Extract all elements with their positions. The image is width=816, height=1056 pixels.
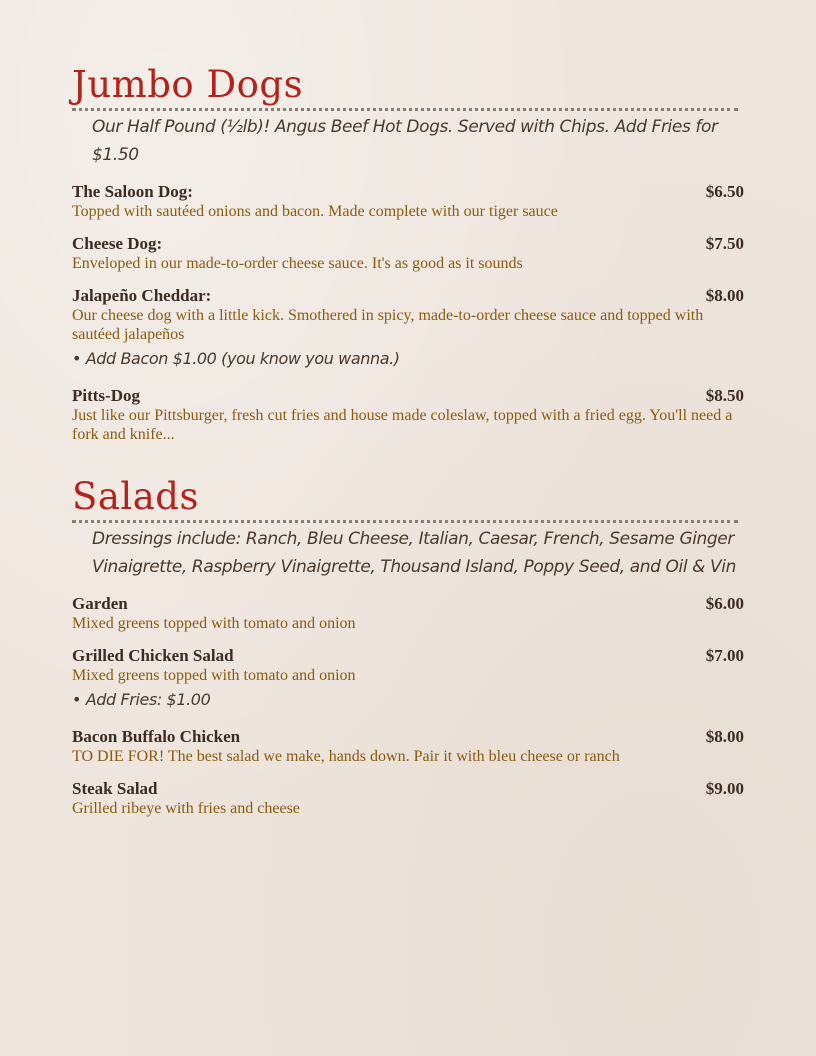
item-price: $8.00: [705, 727, 744, 746]
section-title: Jumbo Dogs: [72, 63, 304, 106]
item-name: Garden: [72, 594, 128, 613]
menu-item: [72, 778, 744, 818]
menu-item: [72, 285, 744, 373]
menu-item: [72, 181, 744, 221]
item-description: Topped with sautéed onions and bacon. Made complete with our tiger sauce: [72, 203, 558, 220]
menu-item: [72, 385, 744, 444]
item-addon: • Add Fries: $1.00: [72, 690, 211, 709]
menu-item: [72, 593, 744, 633]
section-title: Salads: [72, 475, 199, 518]
item-description: Enveloped in our made-to-order cheese sauce. It's as good as it sounds: [72, 255, 523, 272]
item-price: $7.00: [705, 646, 744, 665]
item-description: Our cheese dog with a little kick. Smothered in spicy, made-to-order cheese sauce and topped with sautéed jalapeños: [72, 307, 704, 343]
item-description: Grilled ribeye with fries and cheese: [72, 800, 300, 817]
item-name: Cheese Dog:: [72, 234, 163, 253]
item-name: Steak Salad: [72, 779, 158, 798]
item-description: Mixed greens topped with tomato and onion: [72, 615, 356, 632]
item-price: $7.50: [705, 234, 744, 253]
item-price: $6.50: [705, 182, 744, 201]
section-note: Dressings include: Ranch, Bleu Cheese, Italian, Caesar, French, Sesame Ginger Vinaigrette, Raspberry Vinaigrette, Thousand Island, Poppy Seed, and Oil & Vin: [92, 529, 736, 577]
item-price: $6.00: [705, 594, 744, 613]
item-name: Jalapeño Cheddar:: [72, 286, 212, 305]
dotted-divider: [72, 108, 738, 111]
menu-item: [72, 726, 744, 766]
item-name: Pitts-Dog: [72, 386, 140, 405]
item-price: $8.00: [705, 286, 744, 305]
menu-page: [72, 62, 744, 848]
dotted-divider: [72, 520, 738, 523]
section-salads: [72, 474, 744, 818]
menu-item: [72, 233, 744, 273]
item-description: Mixed greens topped with tomato and onion: [72, 667, 356, 684]
item-name: Grilled Chicken Salad: [72, 646, 234, 665]
section-note: Our Half Pound (½lb)! Angus Beef Hot Dogs. Served with Chips. Add Fries for $1.50: [92, 117, 718, 165]
item-name: Bacon Buffalo Chicken: [72, 727, 241, 746]
item-addon: • Add Bacon $1.00 (you know you wanna.): [72, 349, 400, 368]
item-description: Just like our Pittsburger, fresh cut fries and house made coleslaw, topped with a fried egg. You'll need a fork and knife...: [72, 407, 733, 443]
section-jumbo-dogs: [72, 62, 744, 444]
menu-item: [72, 645, 744, 714]
item-price: $9.00: [705, 779, 744, 798]
item-name: The Saloon Dog:: [72, 182, 193, 201]
item-price: $8.50: [705, 386, 744, 405]
item-description: TO DIE FOR! The best salad we make, hands down. Pair it with bleu cheese or ranch: [72, 748, 620, 765]
